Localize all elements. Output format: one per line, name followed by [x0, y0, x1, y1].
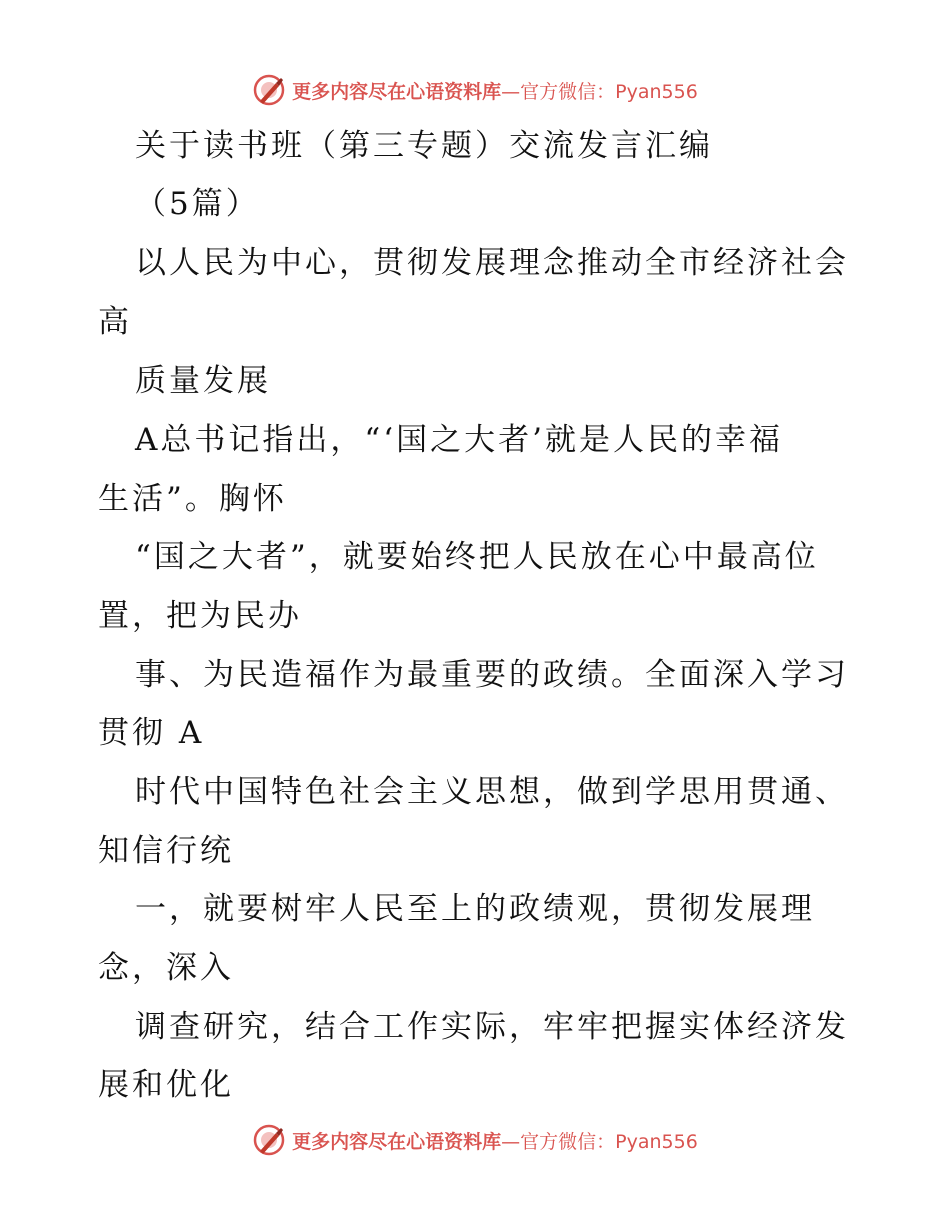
text-line: 展和优化	[98, 1067, 234, 1103]
text-line: 置，把为民办	[98, 598, 302, 634]
text-line: 一，就要树牢人民至上的政绩观，贯彻发展理	[135, 891, 815, 927]
text-line: 以人民为中心，贯彻发展理念推动全市经济社会	[135, 245, 849, 281]
header-banner-wechat: 官方微信：Pyan556	[520, 80, 698, 103]
text-line: A总书记指出，“‘国之大者’就是人民的幸福	[135, 422, 783, 458]
document-title: 关于读书班（第三专题）交流发言汇编	[135, 128, 713, 164]
footer-banner	[0, 1120, 950, 1160]
text-line: 贯彻 A	[98, 715, 205, 751]
pen-logo-icon	[252, 1123, 286, 1157]
document-subtitle: （5篇）	[135, 186, 260, 222]
text-line: 念，深入	[98, 950, 234, 986]
text-line: 生活”。胸怀	[98, 481, 287, 517]
header-banner-sep: —	[501, 80, 521, 103]
footer-banner-wechat: 官方微信：Pyan556	[520, 1130, 698, 1153]
text-line: 时代中国特色社会主义思想，做到学思用贯通、	[135, 774, 849, 810]
text-line: 事、为民造福作为最重要的政绩。全面深入学习	[135, 657, 849, 693]
footer-banner-sep: —	[501, 1130, 521, 1153]
footer-banner-main: 更多内容尽在心语资料库	[292, 1130, 502, 1153]
text-line: “国之大者”，就要始终把人民放在心中最高位	[135, 539, 819, 575]
text-line: 质量发展	[135, 363, 271, 399]
text-line: 知信行统	[98, 833, 234, 869]
text-line: 调查研究，结合工作实际，牢牢把握实体经济发	[135, 1009, 849, 1045]
text-line: 高	[98, 304, 132, 340]
footer-banner-text	[292, 1127, 698, 1154]
header-banner-main: 更多内容尽在心语资料库	[292, 80, 502, 103]
